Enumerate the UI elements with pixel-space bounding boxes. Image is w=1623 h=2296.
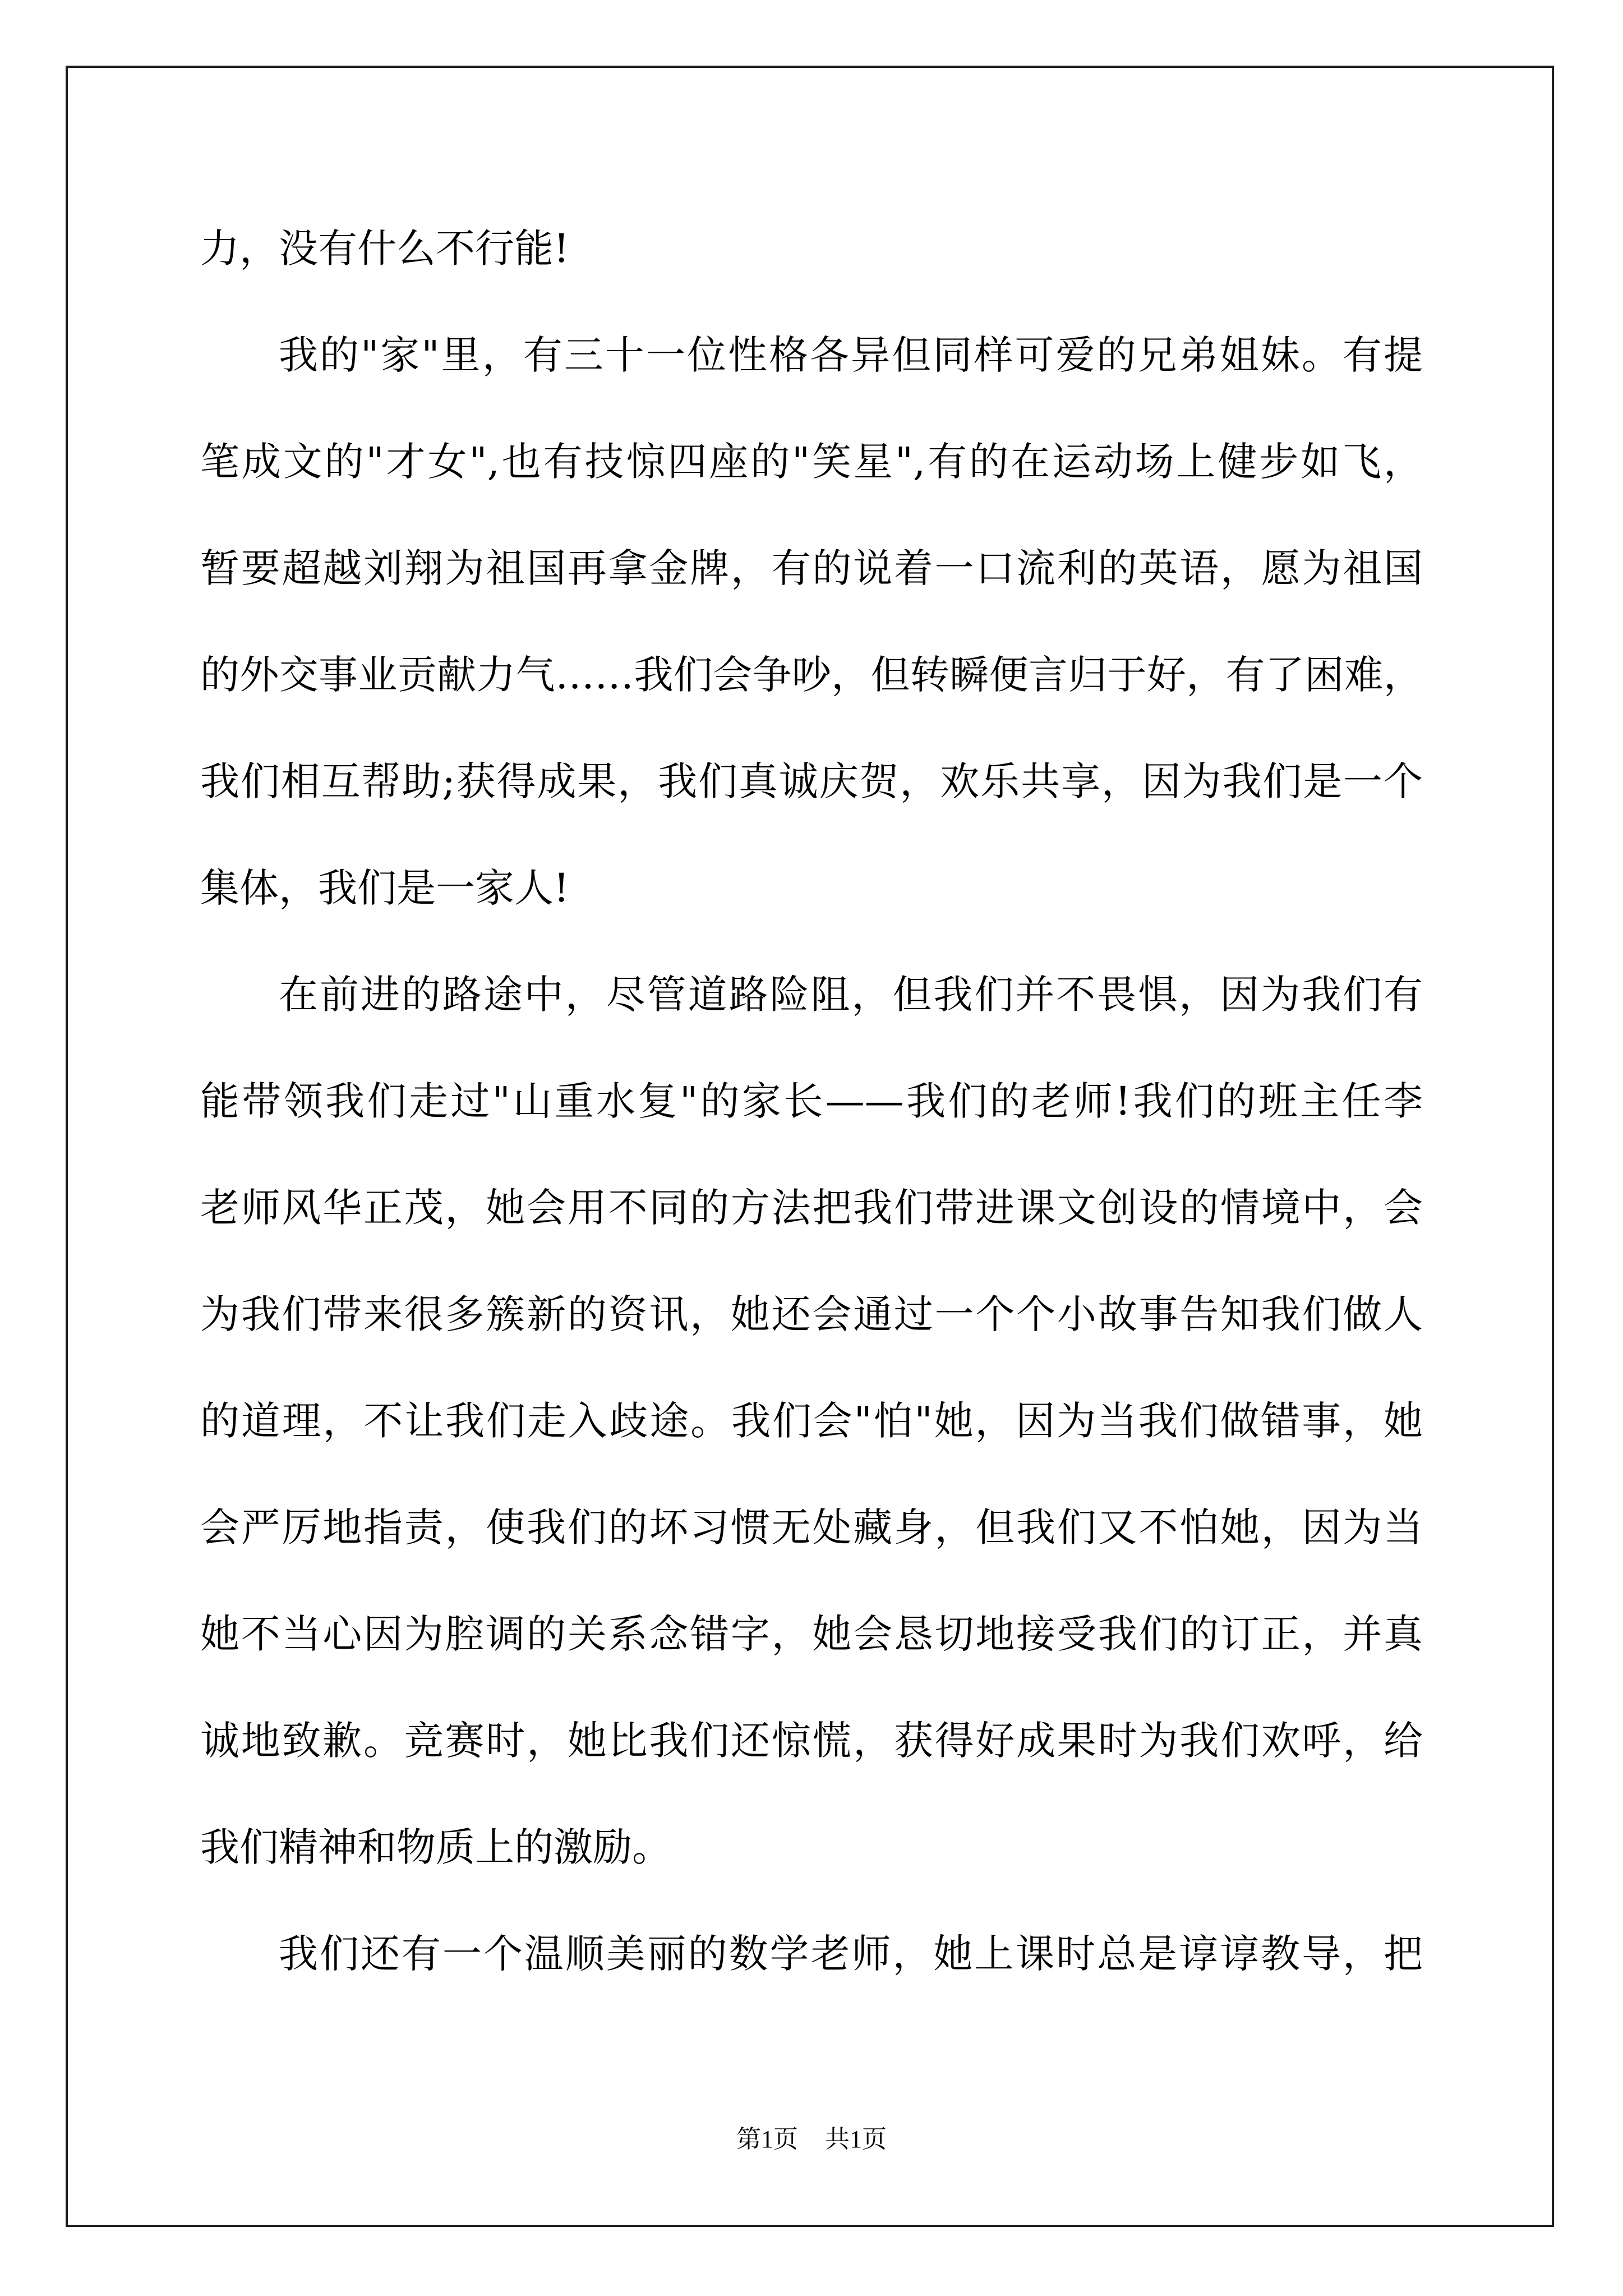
paragraph (200, 941, 1423, 1901)
text-line: 我们精神和物质上的激励。 (200, 1824, 671, 1870)
text-line: 老师风华正茂，她会用不同的方法把我们带进课文创设的情境中，会 (200, 1185, 1423, 1231)
text-line: 的道理，不让我们走入歧途。我们会"怕"她，因为当我们做错事，她 (200, 1398, 1423, 1444)
text-line: 为我们带来很多簇新的资讯，她还会通过一个个小故事告知我们做人 (200, 1291, 1423, 1337)
text-line: 笔成文的"才女",也有技惊四座的"笑星",有的在运动场上健步如飞， (200, 439, 1423, 485)
text-line: 她不当心因为腔调的关系念错字，她会恳切地接受我们的订正，并真 (200, 1611, 1423, 1657)
text-line: 我们还有一个温顺美丽的数学老师，她上课时总是谆谆教导，把 (279, 1931, 1423, 1977)
text-line: 我的"家"里，有三十一位性格各异但同样可爱的兄弟姐妹。有提 (279, 332, 1423, 378)
text-line: 诚地致歉。竞赛时，她比我们还惊慌，获得好成果时为我们欢呼，给 (200, 1718, 1423, 1764)
page-count: 共1页 (825, 2125, 887, 2153)
text-line: 我们相互帮助;获得成果，我们真诚庆贺，欢乐共享，因为我们是一个 (200, 758, 1423, 804)
text-line: 力，没有什么不行能! (200, 226, 570, 272)
text-line: 暂要超越刘翔为祖国再拿金牌，有的说着一口流利的英语，愿为祖国 (200, 545, 1423, 591)
paragraph (200, 302, 1423, 941)
text-line: 在前进的路途中，尽管道路险阻，但我们并不畏惧，因为我们有 (279, 972, 1423, 1018)
paragraph (200, 195, 1423, 302)
page-number: 第1页 (736, 2125, 798, 2153)
text-line: 会严厉地指责，使我们的坏习惯无处藏身，但我们又不怕她，因为当 (200, 1504, 1423, 1550)
text-line: 能带领我们走过"山重水复"的家长——我们的老师!我们的班主任李 (200, 1078, 1423, 1124)
text-line: 的外交事业贡献力气……我们会争吵，但转瞬便言归于好，有了困难， (200, 652, 1423, 698)
paragraph (200, 1901, 1423, 2007)
text-line: 集体，我们是一家人! (200, 865, 570, 911)
document-body (200, 195, 1423, 2007)
page-footer (0, 2122, 1623, 2157)
